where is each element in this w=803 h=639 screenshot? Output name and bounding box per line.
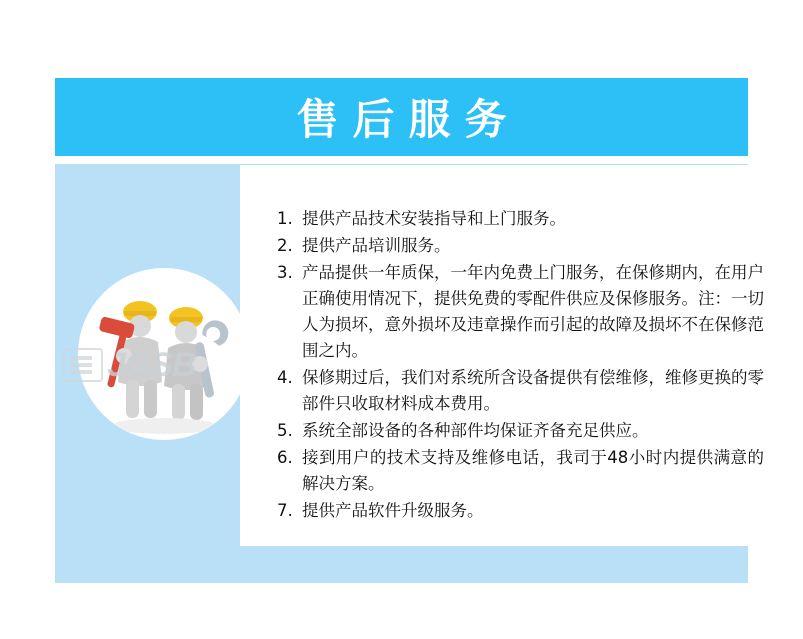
watermark-text: JGSB (107, 345, 196, 384)
page-title: 售后服务 (296, 95, 521, 144)
service-list (268, 206, 764, 525)
workers-illustration (78, 268, 250, 440)
list-item: 6. 接到用户的技术支持及维修电话，我司于48小时内提供满意的解决方案。 (298, 445, 764, 497)
list-item: 4. 保修期过后，我们对系统所含设备提供有偿维修，维修更换的零部件只收取材料成本费用。 (298, 365, 764, 417)
list-item: 3. 产品提供一年质保，一年内免费上门服务，在保修期内，在用户正确使用情况下，提供免费的零配件供应及保修服务。注：一切人为损坏，意外损坏及违章操作而引起的故障及损坏不在保修范围之内。 (298, 260, 764, 364)
list-item: 2. 提供产品培训服务。 (298, 233, 764, 259)
list-item: 7. 提供产品软件升级服务。 (298, 498, 764, 524)
workers-icon (78, 268, 250, 440)
list-item: 5. 系统全部设备的各种部件均保证齐备充足供应。 (298, 418, 764, 444)
list-item: 1. 提供产品技术安装指导和上门服务。 (298, 206, 764, 232)
title-bar (55, 78, 748, 156)
